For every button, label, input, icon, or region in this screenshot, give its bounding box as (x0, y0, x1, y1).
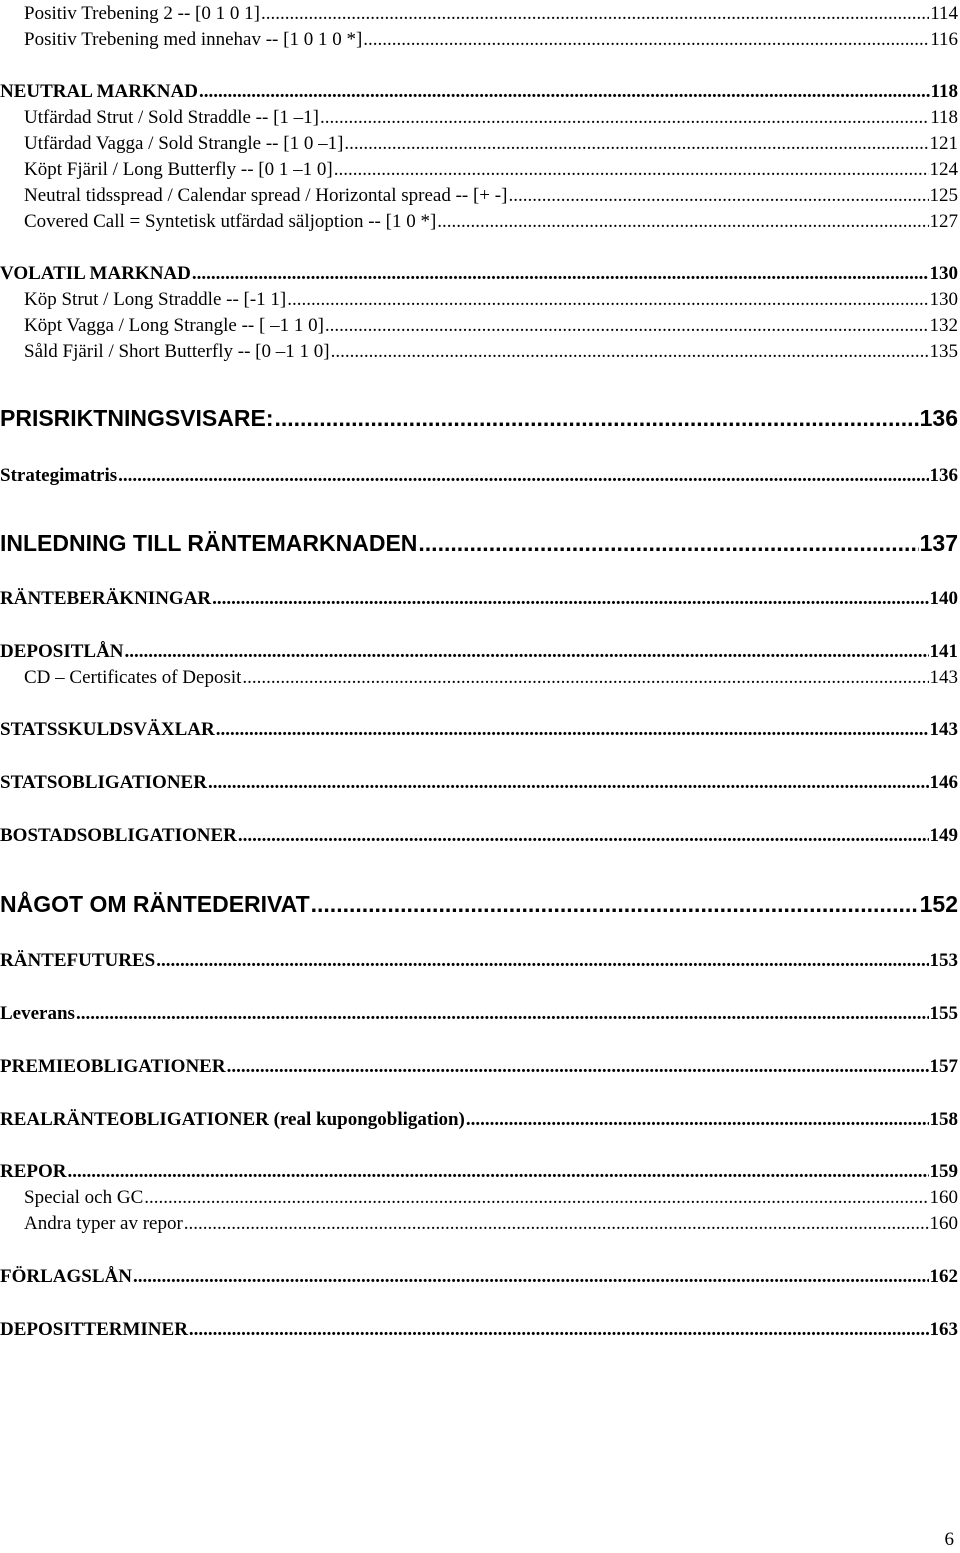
toc-entry[interactable] (0, 264, 958, 283)
toc-leader-dots (76, 1004, 929, 1023)
toc-entry-label: Neutral tidsspread / Calendar spread / Horizontal spread -- [+ -] (24, 185, 508, 206)
toc-entry[interactable] (0, 532, 958, 555)
toc-entry-label: NEUTRAL MARKNAD (0, 81, 198, 102)
toc-entry-label: BOSTADSOBLIGATIONER (0, 825, 237, 846)
toc-leader-dots (437, 212, 928, 231)
toc-entry-page: 141 (929, 641, 958, 662)
toc-leader-dots (238, 826, 929, 845)
toc-entry[interactable] (0, 951, 958, 970)
toc-entry[interactable] (0, 407, 958, 430)
toc-entry-label: DEPOSITTERMINER (0, 1319, 188, 1340)
toc-entry-label: Positiv Trebening 2 -- [0 1 0 1] (24, 3, 260, 24)
toc-leader-dots (325, 316, 929, 335)
toc-entry-page: 143 (929, 667, 958, 688)
toc-entry-label: REPOR (0, 1161, 67, 1182)
toc-leader-dots (208, 773, 929, 792)
toc-leader-dots (344, 134, 928, 153)
toc-entry-label: Utfärdad Vagga / Sold Strangle -- [1 0 –1] (24, 133, 344, 154)
toc-entry-page: 157 (929, 1056, 958, 1077)
toc-leader-dots (118, 466, 928, 485)
toc-entry[interactable] (0, 642, 958, 661)
toc-entry[interactable] (0, 1267, 958, 1286)
toc-entry[interactable] (0, 316, 958, 335)
toc-leader-dots (216, 720, 929, 739)
toc-entry-label: PREMIEOBLIGATIONER (0, 1056, 226, 1077)
toc-entry[interactable] (0, 466, 958, 485)
toc-entry[interactable] (0, 82, 958, 101)
toc-entry-label: Andra typer av repor (24, 1213, 183, 1234)
toc-entry[interactable] (0, 4, 958, 23)
toc-entry[interactable] (0, 1214, 958, 1233)
toc-entry-page: 140 (929, 588, 958, 609)
toc-entry-page: 127 (929, 211, 958, 232)
toc-entry-page: 136 (919, 405, 958, 431)
toc-entry-page: 159 (929, 1161, 958, 1182)
toc-entry-label: PRISRIKTNINGSVISARE: (0, 405, 274, 431)
toc-entry-page: 153 (929, 950, 958, 971)
toc-leader-dots (287, 290, 928, 309)
toc-leader-dots (363, 30, 929, 49)
toc-leader-dots (418, 532, 918, 555)
toc-entry[interactable] (0, 589, 958, 608)
toc-leader-dots (508, 186, 928, 205)
toc-entry-page: 160 (929, 1187, 958, 1208)
toc-entry-page: 130 (929, 289, 958, 310)
toc-entry-label: RÄNTEFUTURES (0, 950, 156, 971)
toc-entry[interactable] (0, 826, 958, 845)
toc-entry[interactable] (0, 1320, 958, 1339)
toc-entry-page: 143 (929, 719, 958, 740)
toc-entry-page: 162 (929, 1266, 958, 1287)
toc-leader-dots (68, 1162, 929, 1181)
toc-entry-label: Utfärdad Strut / Sold Straddle -- [1 –1] (24, 107, 319, 128)
toc-leader-dots (320, 108, 929, 127)
toc-leader-dots (133, 1267, 929, 1286)
toc-leader-dots (466, 1110, 929, 1129)
toc-entry[interactable] (0, 134, 958, 153)
toc-entry[interactable] (0, 212, 958, 231)
toc-leader-dots (192, 264, 929, 283)
toc-entry-label: STATSOBLIGATIONER (0, 772, 207, 793)
toc-leader-dots (227, 1057, 929, 1076)
toc-entry-page: 136 (929, 465, 958, 486)
toc-entry[interactable] (0, 108, 958, 127)
toc-entry[interactable] (0, 342, 958, 361)
toc-entry-label: RÄNTEBERÄKNINGAR (0, 588, 212, 609)
toc-entry-page: 116 (930, 29, 958, 50)
toc-entry-label: Köp Strut / Long Straddle -- [-1 1] (24, 289, 287, 310)
toc-entry-label: Special och GC (24, 1187, 144, 1208)
toc-entry-page: 163 (929, 1319, 958, 1340)
toc-entry[interactable] (0, 1110, 958, 1129)
toc-entry[interactable] (0, 1057, 958, 1076)
toc-leader-dots (261, 4, 929, 23)
toc-entry-label: DEPOSITLÅN (0, 641, 124, 662)
toc-entry[interactable] (0, 1162, 958, 1181)
page-number: 6 (944, 1529, 954, 1550)
toc-entry-page: 125 (929, 185, 958, 206)
toc-entry-page: 155 (929, 1003, 958, 1024)
toc-entry-page: 132 (929, 315, 958, 336)
toc-entry[interactable] (0, 290, 958, 309)
toc-entry-page: 137 (919, 530, 958, 556)
toc-entry-label: INLEDNING TILL RÄNTEMARKNADEN (0, 530, 418, 556)
toc-leader-dots (189, 1320, 929, 1339)
toc-entry-page: 121 (929, 133, 958, 154)
toc-leader-dots (144, 1188, 928, 1207)
toc-entry-label: Köpt Fjäril / Long Butterfly -- [0 1 –1 0] (24, 159, 333, 180)
toc-entry-page: 118 (930, 81, 958, 102)
toc-entry-label: FÖRLAGSLÅN (0, 1266, 132, 1287)
toc-entry-page: 118 (930, 107, 958, 128)
toc-entry-page: 152 (919, 891, 958, 917)
toc-entry-page: 146 (929, 772, 958, 793)
toc-entry[interactable] (0, 893, 958, 916)
toc-leader-dots (199, 82, 930, 101)
toc-leader-dots (274, 407, 918, 430)
toc-entry-label: CD – Certificates of Deposit (24, 667, 242, 688)
toc-entry-label: Köpt Vagga / Long Strangle -- [ –1 1 0] (24, 315, 324, 336)
toc-entry-label: VOLATIL MARKNAD (0, 263, 191, 284)
toc-entry-page: 124 (929, 159, 958, 180)
toc-leader-dots (156, 951, 928, 970)
toc-entry[interactable] (0, 668, 958, 687)
toc-entry[interactable] (0, 1188, 958, 1207)
toc-leader-dots (242, 668, 928, 687)
toc-leader-dots (125, 642, 929, 661)
toc-entry-label: Positiv Trebening med innehav -- [1 0 1 0 *] (24, 29, 363, 50)
toc-entry-label: Strategimatris (0, 465, 118, 486)
toc-entry[interactable] (0, 160, 958, 179)
toc-entry[interactable] (0, 186, 958, 205)
toc-entry-label: Covered Call = Syntetisk utfärdad säljoption -- [1 0 *] (24, 211, 437, 232)
toc-leader-dots (212, 589, 928, 608)
toc-leader-dots (331, 342, 929, 361)
toc-entry-page: 135 (929, 341, 958, 362)
toc-leader-dots (334, 160, 929, 179)
toc-entry-page: 160 (929, 1213, 958, 1234)
toc-entry[interactable] (0, 773, 958, 792)
toc-entry[interactable] (0, 720, 958, 739)
toc-entry-page: 149 (929, 825, 958, 846)
toc-entry-label: Leverans (0, 1003, 75, 1024)
toc-entry[interactable] (0, 30, 958, 49)
toc-leader-dots (311, 893, 919, 916)
toc-entry-label: Såld Fjäril / Short Butterfly -- [0 –1 1 0] (24, 341, 330, 362)
toc-entry-label: STATSSKULDSVÄXLAR (0, 719, 215, 740)
toc-entry-page: 158 (929, 1109, 958, 1130)
toc-entry-label: REALRÄNTEOBLIGATIONER (real kupongobligation) (0, 1109, 465, 1130)
toc-entry[interactable] (0, 1004, 958, 1023)
toc-leader-dots (184, 1214, 929, 1233)
toc-entry-page: 130 (929, 263, 958, 284)
toc-entry-label: NÅGOT OM RÄNTEDERIVAT (0, 891, 310, 917)
toc-entry-page: 114 (930, 3, 958, 24)
